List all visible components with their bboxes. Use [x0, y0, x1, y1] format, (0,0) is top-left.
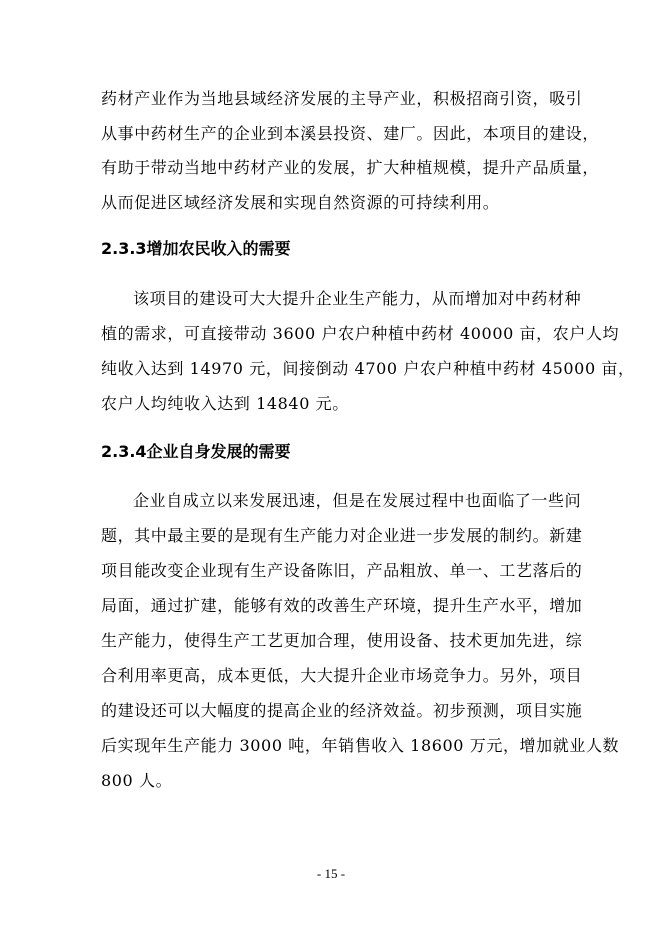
- paragraph-line: 有助于带动当地中药材产业的发展，扩大种植规模，提升产品质量，: [101, 158, 600, 177]
- page-number: - 15 -: [316, 866, 346, 881]
- section-heading-2-3-3: 2.3.3增加农民收入的需要: [101, 239, 291, 258]
- paragraph-line: 项目能改变企业现有生产设备陈旧，产品粗放、单一、工艺落后的: [101, 561, 583, 580]
- section-heading-2-3-4: 2.3.4企业自身发展的需要: [101, 442, 291, 461]
- paragraph-line: 该项目的建设可大大提升企业生产能力，从而增加对中药材种: [133, 289, 582, 308]
- paragraph-line: 从事中药材生产的企业到本溪县投资、建厂。因此，本项目的建设，: [101, 124, 600, 143]
- paragraph-line: 局面，通过扩建，能够有效的改善生产环境，提升生产水平，增加: [101, 596, 583, 615]
- paragraph-line: 生产能力，使得生产工艺更加合理，使用设备、技术更加先进，综: [101, 631, 583, 650]
- paragraph-line: 的建设还可以大幅度的提高企业的经济效益。初步预测，项目实施: [101, 701, 583, 720]
- paragraph-line: 药材产业作为当地县域经济发展的主导产业，积极招商引资，吸引: [101, 89, 583, 108]
- paragraph-line: 题，其中最主要的是现有生产能力对企业进一步发展的制约。新建: [101, 526, 583, 545]
- paragraph-line: 农户人均纯收入达到 14840 元。: [101, 394, 349, 413]
- paragraph-line: 植的需求，可直接带动 3600 户农户种植中药材 40000 亩，农户人均: [101, 324, 620, 343]
- paragraph-line: 企业自成立以来发展迅速，但是在发展过程中也面临了一些问: [133, 491, 582, 510]
- paragraph-line: 从而促进区域经济发展和实现自然资源的可持续利用。: [101, 193, 500, 212]
- paragraph-line: 合利用率更高，成本更低，大大提升企业市场竞争力。另外，项目: [101, 666, 583, 685]
- paragraph-line: 800 人。: [101, 771, 173, 790]
- paragraph-line: 纯收入达到 14970 元，间接倒动 4700 户农户种植中药材 45000 亩，: [101, 359, 635, 378]
- paragraph-line: 后实现年生产能力 3000 吨，年销售收入 18600 万元，增加就业人数: [101, 736, 620, 755]
